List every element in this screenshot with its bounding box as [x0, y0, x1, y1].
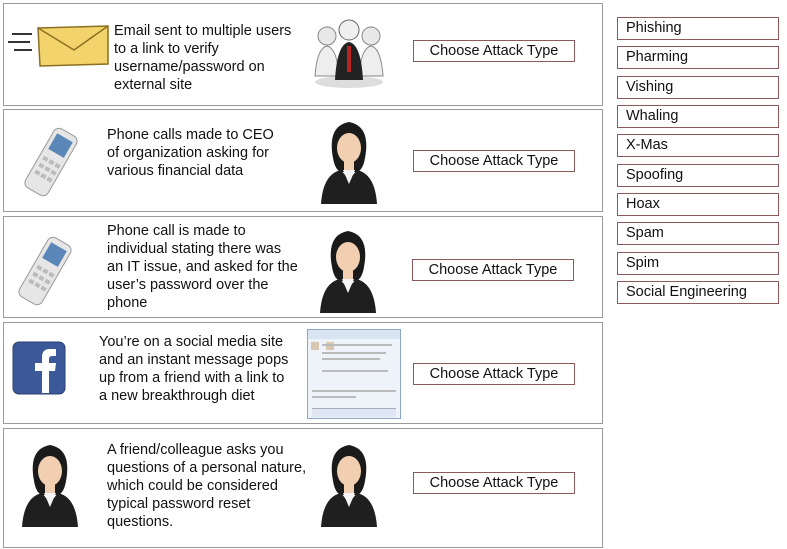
- option-x-mas[interactable]: X-Mas: [617, 134, 779, 157]
- attack-type-dropdown-4[interactable]: Choose Attack Type: [413, 363, 575, 385]
- businesswoman-avatar-icon: [316, 227, 380, 313]
- mobile-phone-icon: [12, 233, 78, 309]
- option-spam[interactable]: Spam: [617, 222, 779, 245]
- instant-message-window-thumbnail: [307, 329, 401, 419]
- option-spim[interactable]: Spim: [617, 252, 779, 275]
- attack-type-dropdown-5[interactable]: Choose Attack Type: [413, 472, 575, 494]
- email-envelope-icon: [8, 24, 112, 68]
- option-phishing[interactable]: Phishing: [617, 17, 779, 40]
- businesswoman-avatar-icon: [18, 441, 82, 527]
- option-social-engineering[interactable]: Social Engineering: [617, 281, 779, 304]
- facebook-icon: [12, 341, 66, 395]
- scenario-row-2: [3, 109, 603, 212]
- businesswoman-avatar-icon: [317, 118, 381, 204]
- option-vishing[interactable]: Vishing: [617, 76, 779, 99]
- scenario-row-5: [3, 428, 603, 548]
- scenario-row-3: [3, 216, 603, 318]
- option-hoax[interactable]: Hoax: [617, 193, 779, 216]
- scenario-row-1: [3, 3, 603, 106]
- option-pharming[interactable]: Pharming: [617, 46, 779, 69]
- scenario-row-4: [3, 322, 603, 424]
- attack-type-dropdown-3[interactable]: Choose Attack Type: [412, 259, 574, 281]
- attack-type-dropdown-2[interactable]: Choose Attack Type: [413, 150, 575, 172]
- businesswoman-avatar-icon: [317, 441, 381, 527]
- scenario-text-3: Phone call is made to individual stating there was an IT issue, and asked for the user’s password over the phone: [107, 223, 298, 311]
- option-spoofing[interactable]: Spoofing: [617, 164, 779, 187]
- scenario-text-4: You’re on a social media site and an instant message pops up from a friend with a link to a new breakthrough diet: [99, 334, 289, 404]
- scenario-text-2: Phone calls made to CEO of organization asking for various financial data: [107, 127, 274, 179]
- mobile-phone-icon: [18, 124, 84, 200]
- users-group-icon: [309, 14, 389, 89]
- scenario-text-1: Email sent to multiple users to a link to verify username/password on external site: [114, 23, 292, 93]
- scenario-text-5: A friend/colleague asks you questions of a personal nature, which could be considered typical password reset questions.: [107, 442, 307, 530]
- attack-type-dropdown-1[interactable]: Choose Attack Type: [413, 40, 575, 62]
- option-whaling[interactable]: Whaling: [617, 105, 779, 128]
